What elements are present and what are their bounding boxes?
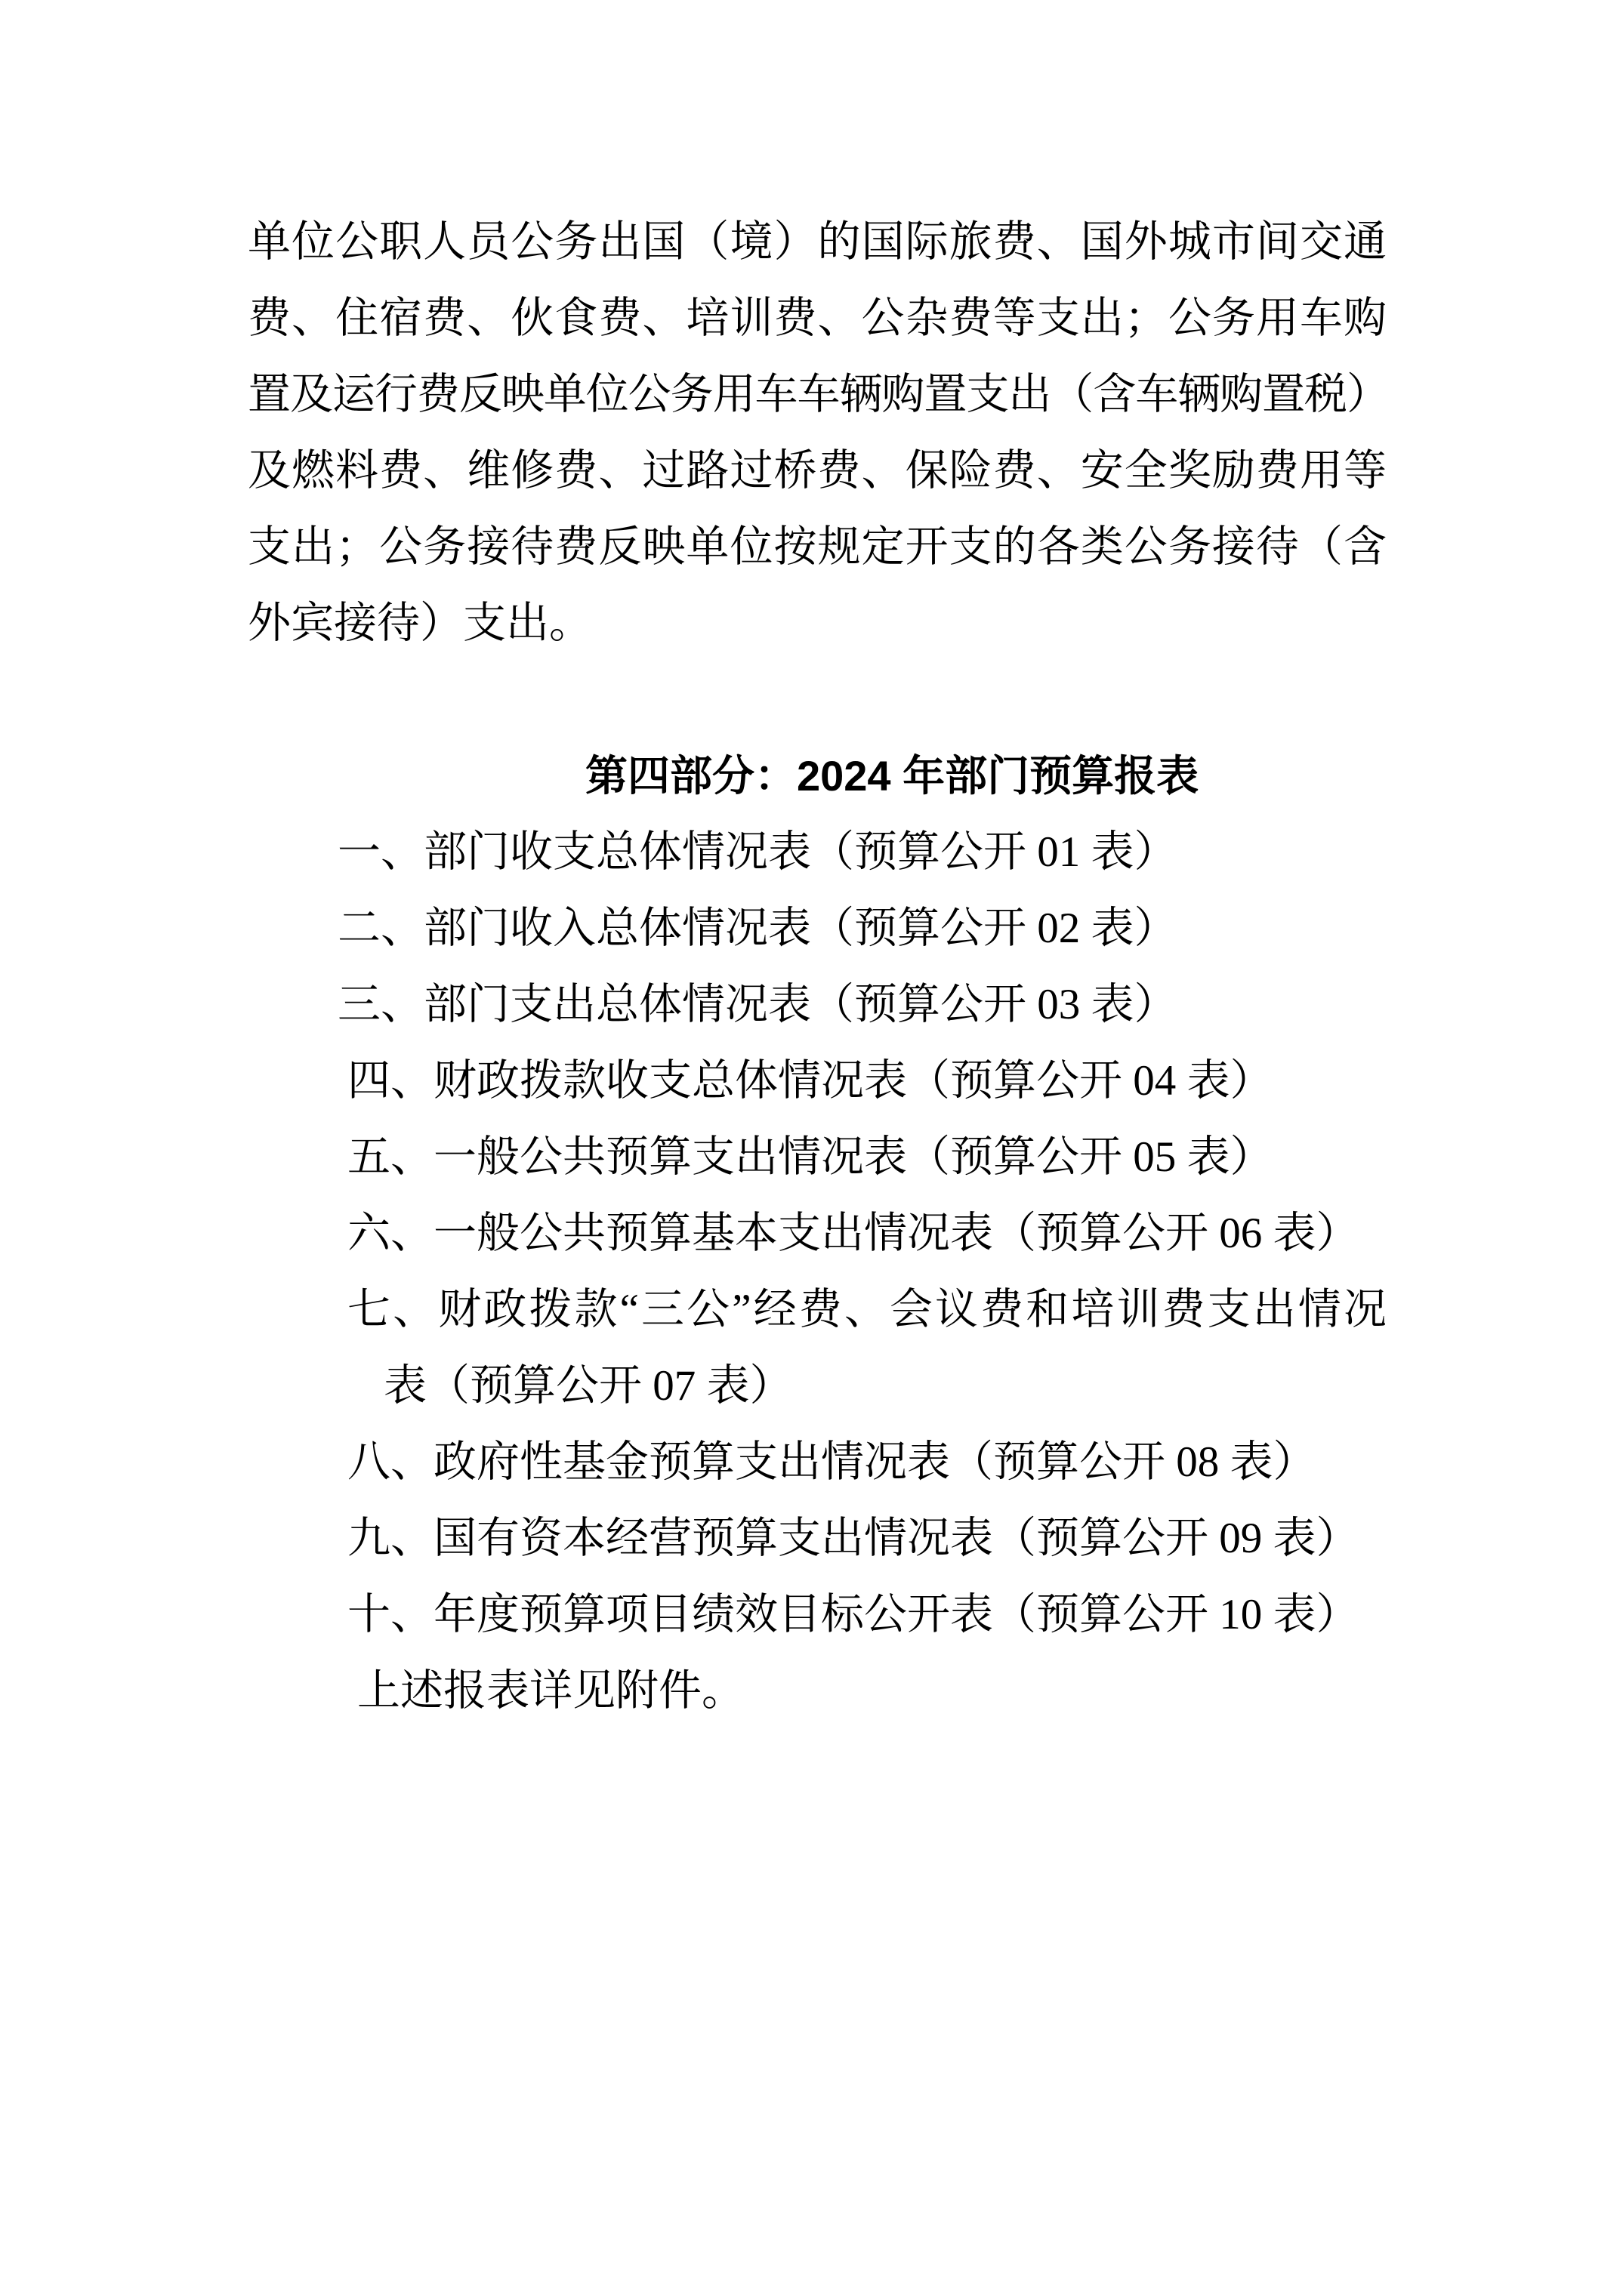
paragraph xyxy=(248,204,1387,661)
report-list-item: 九、国有资本经营预算支出情况表（预算公开 09 表） xyxy=(347,1515,1359,1562)
paragraph-line: 置及运行费反映单位公务用车车辆购置支出（含车辆购置税） xyxy=(248,371,1387,418)
paragraph-line: 及燃料费、维修费、过路过桥费、保险费、安全奖励费用等 xyxy=(248,447,1387,495)
section-heading: 第四部分：2024 年部门预算报表 xyxy=(585,752,1199,800)
report-list-item: 五、一般公共预算支出情况表（预算公开 05 表） xyxy=(347,1133,1273,1181)
report-list-item: 三、部门支出总体情况表（预算公开 03 表） xyxy=(338,981,1177,1028)
report-list xyxy=(248,814,1387,1653)
text-column xyxy=(248,204,1387,1729)
report-list-item-continuation: 表（预算公开 07 表） xyxy=(384,1362,793,1410)
report-list-item: 二、部门收入总体情况表（预算公开 02 表） xyxy=(338,905,1177,952)
paragraph-line: 外宾接待）支出。 xyxy=(248,599,592,647)
paragraph-line: 支出；公务接待费反映单位按规定开支的各类公务接待（含 xyxy=(248,523,1387,571)
report-list-item: 八、政府性基金预算支出情况表（预算公开 08 表） xyxy=(347,1438,1316,1486)
paragraph-line: 费、住宿费、伙食费、培训费、公杂费等支出；公务用车购 xyxy=(248,294,1387,342)
paragraph-line: 单位公职人员公务出国（境）的国际旅费、国外城市间交通 xyxy=(248,218,1387,266)
report-list-item: 六、一般公共预算基本支出情况表（预算公开 06 表） xyxy=(347,1210,1359,1257)
closing-line: 上述报表详见附件。 xyxy=(357,1667,745,1715)
report-list-item: 一、部门收支总体情况表（预算公开 01 表） xyxy=(338,828,1177,876)
report-list-item: 十、年度预算项目绩效目标公开表（预算公开 10 表） xyxy=(347,1591,1359,1638)
report-list-item: 七、财政拨款“三公”经费、会议费和培训费支出情况 xyxy=(347,1286,1387,1333)
report-list-item: 四、财政拨款收支总体情况表（预算公开 04 表） xyxy=(347,1057,1273,1105)
